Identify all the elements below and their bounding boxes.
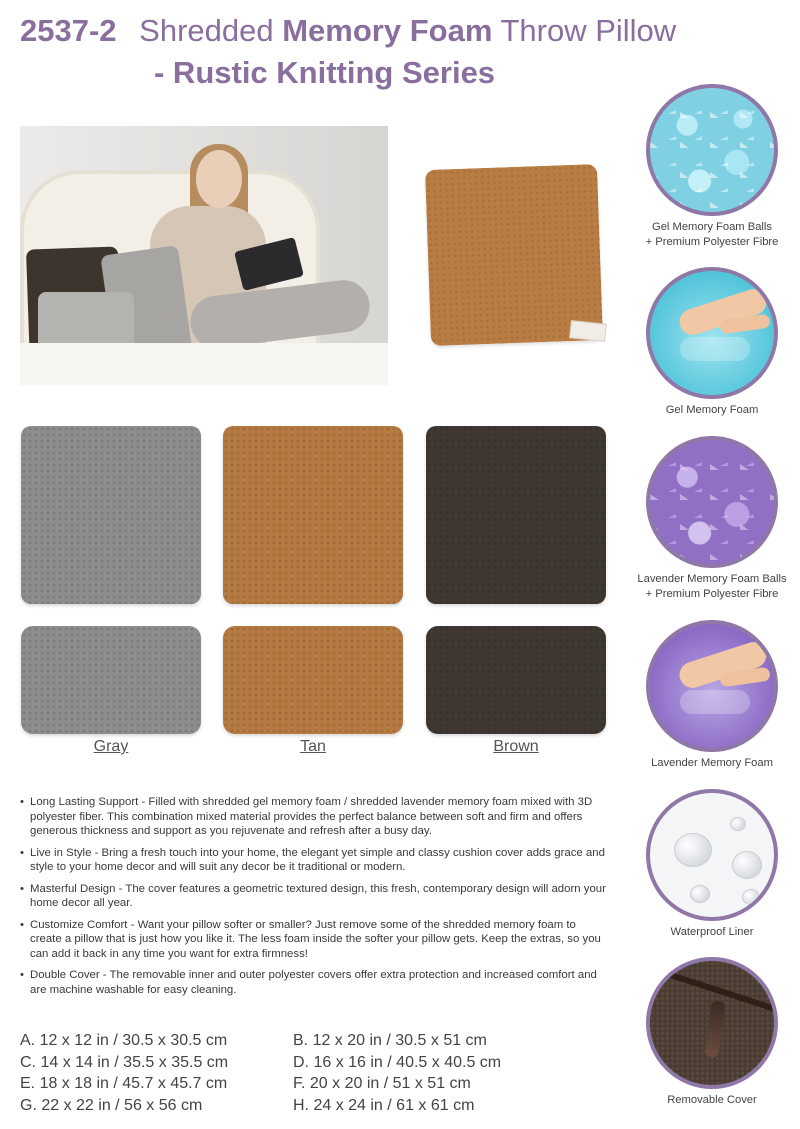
size-item: E. 18 x 18 in / 45.7 x 45.7 cm: [20, 1075, 228, 1092]
title-bold: Memory Foam: [282, 13, 493, 48]
hero-pillow-tan: [425, 164, 603, 346]
feature-item: • Double Cover - The removable inner and outer polyester covers offer extra protection and increased comfort and are machine washable for easy cleaning.: [20, 968, 610, 997]
material-caption: Waterproof Liner: [670, 926, 754, 938]
material-caption: Removable Cover: [667, 1094, 757, 1106]
water-drop-icon: [730, 817, 746, 831]
water-drop-icon: [690, 885, 710, 903]
pillow-square-gray: [21, 426, 201, 604]
pillow-square-brown: [426, 426, 606, 604]
bedding: [20, 343, 388, 385]
material-feature-lavender-foam: [626, 620, 798, 771]
water-drop-icon: [742, 889, 760, 905]
material-caption-sub: + Premium Polyester Fibre: [645, 588, 779, 600]
size-item: H. 24 x 24 in / 61 x 61 cm: [293, 1096, 475, 1114]
material-caption: Lavender Memory Foam Balls: [637, 573, 787, 585]
size-item: A. 12 x 12 in / 30.5 x 30.5 cm: [20, 1032, 228, 1049]
size-item: G. 22 x 22 in / 56 x 56 cm: [20, 1096, 203, 1114]
feature-item: • Customize Comfort - Want your pillow softer or smaller? Just remove some of the shredded memory foam to create a pillow that is just how you like it. The less foam inside the softer your pillow gets. Keep the extras, so you can add it back in any time you want for extra firmness!: [20, 918, 610, 962]
material-caption: Gel Memory Foam: [665, 404, 759, 416]
feature-list: [20, 795, 610, 1004]
lavender-memory-foam-icon: [646, 620, 778, 752]
pillow-tag: [569, 320, 607, 342]
size-list: [20, 1031, 580, 1116]
swatch-label-gray[interactable]: Gray: [93, 738, 129, 755]
material-feature-waterproof: [626, 789, 798, 940]
pillow-lumbar-gray: [21, 626, 201, 734]
size-item: C. 14 x 14 in / 35.5 x 35.5 cm: [20, 1053, 229, 1071]
pillow-square-tan: [223, 426, 403, 604]
size-item: D. 16 x 16 in / 40.5 x 40.5 cm: [293, 1053, 502, 1071]
zipper-icon: [704, 1000, 726, 1057]
removable-cover-icon: [646, 957, 778, 1089]
material-feature-lavender-balls: [626, 436, 798, 602]
material-feature-cover: [626, 957, 798, 1108]
water-drop-icon: [674, 833, 712, 867]
page-title: [20, 10, 780, 94]
lavender-foam-balls-icon: [646, 436, 778, 568]
material-feature-gel-balls: [626, 84, 798, 250]
material-caption: Lavender Memory Foam: [651, 757, 773, 769]
title-post: Throw Pillow: [500, 13, 677, 48]
feature-item: • Long Lasting Support - Filled with shredded gel memory foam / shredded lavender memory foam mixed with 3D polyester fiber. This combination mixed material provides the perfect balance between soft and firm and offers generous thickness and support as you rejuvenate and refresh after a busy day.: [20, 795, 610, 839]
lifestyle-photo: [20, 126, 388, 385]
water-drop-icon: [732, 851, 762, 879]
feature-item: • Masterful Design - The cover features a geometric textured design, this fresh, contemporary design will adorn your home decor all year.: [20, 882, 610, 911]
swatch-label-tan[interactable]: Tan: [300, 738, 326, 755]
product-code: 2537-2: [20, 13, 117, 48]
material-caption: Gel Memory Foam Balls: [652, 221, 772, 233]
title-pre: Shredded: [139, 13, 274, 48]
gel-memory-foam-icon: [646, 267, 778, 399]
material-feature-gel-foam: [626, 267, 798, 418]
size-item: F. 20 x 20 in / 51 x 51 cm: [293, 1075, 471, 1092]
swatch-label-brown[interactable]: Brown: [493, 738, 539, 755]
material-caption-sub: + Premium Polyester Fibre: [645, 236, 779, 248]
page-subtitle: - Rustic Knitting Series: [154, 55, 496, 90]
waterproof-liner-icon: [646, 789, 778, 921]
pillow-lumbar-brown: [426, 626, 606, 734]
feature-item: • Live in Style - Bring a fresh touch into your home, the elegant yet simple and classy cushion cover adds grace and style to your home decor and will suit any decor be it traditional or modern.: [20, 846, 610, 875]
woman-head: [196, 150, 242, 208]
gel-foam-balls-icon: [646, 84, 778, 216]
pillow-lumbar-tan: [223, 626, 403, 734]
size-item: B. 12 x 20 in / 30.5 x 51 cm: [293, 1032, 487, 1049]
